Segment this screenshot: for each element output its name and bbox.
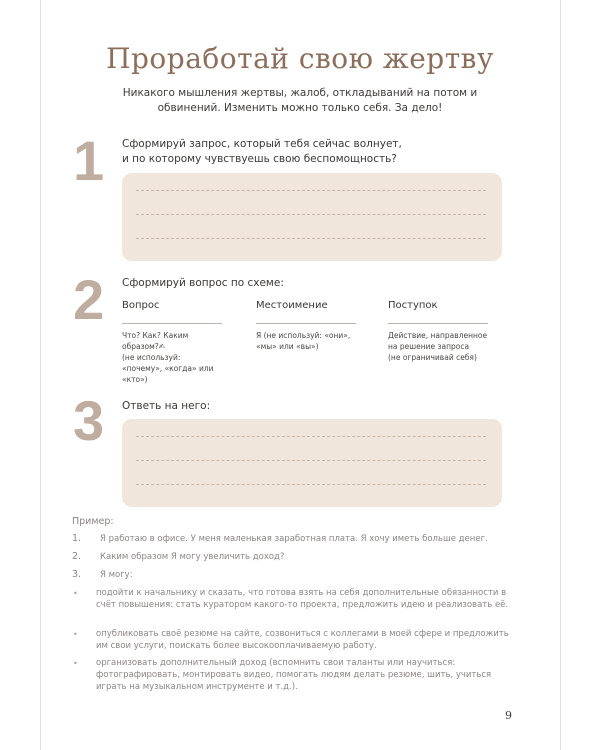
column-pronoun-input-line[interactable] <box>256 323 356 324</box>
column-question-input-line[interactable] <box>122 323 222 324</box>
answer-line <box>136 460 486 461</box>
step-3-question: Ответь на него: <box>122 400 211 412</box>
example-item-text: Я могу: <box>100 570 133 580</box>
example-bullet-text: опубликовать своё резюме на сайте, созвониться с коллегами в моей сфере и предложить им свои услуги, поискать более высокооплачиваемую работу. <box>96 629 509 651</box>
column-action-heading: Поступок <box>388 300 438 311</box>
bullet-icon: • <box>73 589 78 598</box>
example-bullet-text: организовать дополнительный доход (вспомнить свои таланты или научиться: фотографировать, монтировать видео, помогать людям делать резюме, шить, учиться играть на музыкальном инструменте и т.д.). <box>96 658 492 692</box>
example-item-text: Я работаю в офисе. У меня маленькая заработная плата. Я хочу иметь больше денег. <box>100 534 488 544</box>
answer-line <box>136 436 486 437</box>
column-action-input-line[interactable] <box>388 323 488 324</box>
answer-line <box>136 214 486 215</box>
example-item-text: Каким образом Я могу увеличить доход? <box>100 552 285 562</box>
answer-line <box>136 238 486 239</box>
column-action-hint: Действие, направленное на решение запроса (не ограничивай себя) <box>388 331 488 362</box>
column-pronoun-hint: Я (не используй: «они», «мы» или «вы») <box>256 331 351 351</box>
step-1-number: 1 <box>73 129 105 192</box>
example-bullet-text: подойти к начальнику и сказать, что готова взять на себя дополнительные обязанности в счёт повышения: стать куратором какого-то проекта, предложить идею и реализовать её. <box>96 588 509 610</box>
example-item-number: 2. <box>72 551 82 562</box>
step-2-number: 2 <box>73 268 105 331</box>
column-question-heading: Вопрос <box>122 300 160 311</box>
page-subtitle: Никакого мышления жертвы, жалоб, откладываний на потом и обвинений. Изменить можно только себя. За дело! <box>122 87 478 114</box>
step-1-question-line-1: Сформируй запрос, который тебя сейчас волнует, <box>122 138 402 150</box>
example-item-number: 1. <box>72 533 82 544</box>
page-title: Проработай свою жертву <box>106 42 494 75</box>
step-3-answer-box[interactable] <box>122 419 502 507</box>
bullet-icon: • <box>73 659 78 668</box>
step-1-question-line-2: и по которому чувствуешь свою беспомощность? <box>122 153 397 165</box>
answer-line <box>136 190 486 191</box>
step-1-answer-box[interactable] <box>122 173 502 261</box>
column-question-hint: Что? Как? Каким образом?✍ (не используй: «почему», «когда» или «кто») <box>122 331 214 384</box>
step-3-number: 3 <box>73 389 105 452</box>
column-pronoun-heading: Местоимение <box>256 300 328 311</box>
step-2-question: Сформируй вопрос по схеме: <box>122 277 284 289</box>
example-item-number: 3. <box>72 569 82 580</box>
page-edge-right <box>560 0 561 750</box>
page-number: 9 <box>505 709 512 722</box>
bullet-icon: • <box>73 630 78 639</box>
answer-line <box>136 484 486 485</box>
example-label: Пример: <box>72 516 114 527</box>
page-edge-left <box>40 0 41 750</box>
